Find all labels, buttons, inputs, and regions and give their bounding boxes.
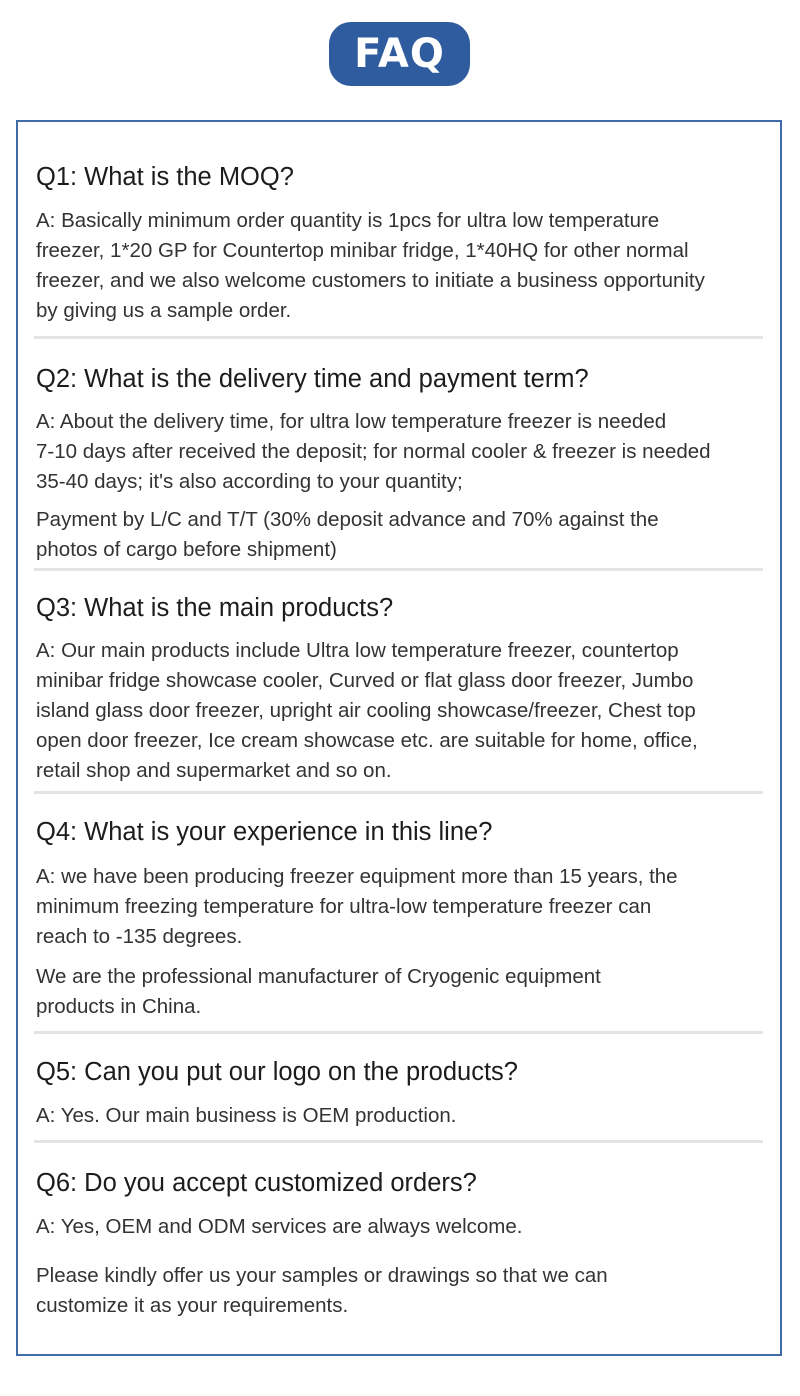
faq-question-1: Q1: What is the MOQ? (36, 163, 294, 191)
faq-question-2: Q2: What is the delivery time and payment term? (36, 365, 589, 393)
faq-question-4: Q4: What is your experience in this line? (36, 818, 493, 846)
faq-question-6: Q6: Do you accept customized orders? (36, 1169, 477, 1197)
faq-question-5: Q5: Can you put our logo on the products? (36, 1058, 518, 1086)
faq-answer-1-p1: A: Basically minimum order quantity is 1pcs for ultra low temperature freezer, 1*20 GP for Countertop minibar fridge, 1*40HQ for other normal freezer, and we also welcome customers to initiate a business opportunity by giving us a sample order. (36, 209, 705, 322)
faq-answer-6-p1: A: Yes, OEM and ODM services are always welcome. (36, 1215, 523, 1238)
faq-answer-4-p2: We are the professional manufacturer of Cryogenic equipment products in China. (36, 965, 601, 1018)
faq-answer-6-p2: Please kindly offer us your samples or drawings so that we can customize it as your requirements. (36, 1264, 608, 1317)
faq-badge: FAQ (329, 22, 470, 86)
faq-divider (34, 1140, 763, 1143)
faq-answer-2-p2: Payment by L/C and T/T (30% deposit advance and 70% against the photos of cargo before shipment) (36, 508, 659, 561)
faq-answer-4-p1: A: we have been producing freezer equipment more than 15 years, the minimum freezing temperature for ultra-low temperature freezer can reach to -135 degrees. (36, 865, 678, 948)
faq-answer-5-p1: A: Yes. Our main business is OEM production. (36, 1104, 457, 1127)
faq-answer-3-p1: A: Our main products include Ultra low temperature freezer, countertop minibar fridge showcase cooler, Curved or flat glass door freezer, Jumbo island glass door freezer, upright air cooling showcase/freezer, Chest top open door freezer, Ice cream showcase etc. are suitable for home, office, retail shop and supermarket and so on. (36, 639, 698, 782)
faq-divider (34, 568, 763, 571)
faq-divider (34, 791, 763, 794)
faq-divider (34, 1031, 763, 1034)
faq-question-3: Q3: What is the main products? (36, 594, 394, 622)
faq-divider (34, 336, 763, 339)
faq-answer-2-p1: A: About the delivery time, for ultra low temperature freezer is needed 7-10 days after received the deposit; for normal cooler & freezer is needed 35-40 days; it's also according to your quantity; (36, 410, 711, 493)
